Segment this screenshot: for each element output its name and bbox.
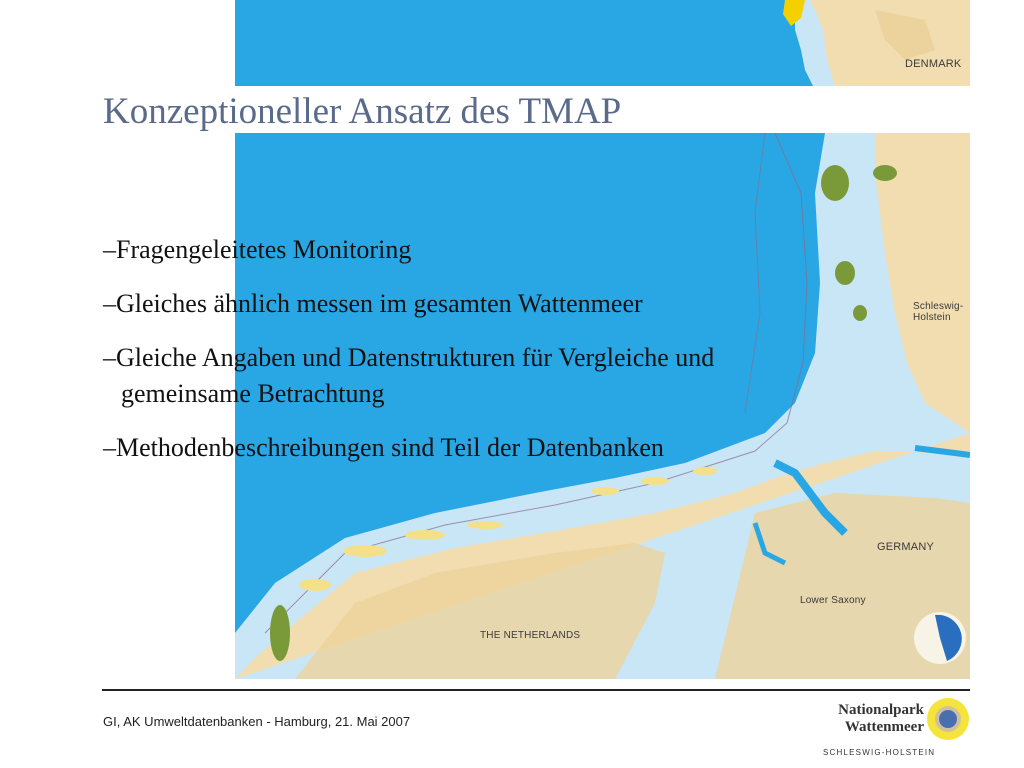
map-top-graphic [235, 0, 970, 86]
bullet-text-continuation: gemeinsame Betrachtung [121, 379, 385, 408]
map-label-germany: GERMANY [877, 541, 935, 553]
map-label-denmark: DENMARK [905, 58, 962, 70]
map-label-schleswig-holstein: Schleswig- Holstein [913, 301, 964, 323]
bullet-text: –Gleiche Angaben und Datenstrukturen für Vergleiche und [103, 343, 715, 372]
bullet-item [103, 340, 863, 412]
logo-line-1: Nationalpark [838, 702, 924, 718]
bullet-list [103, 232, 863, 484]
bullet-item [103, 232, 863, 268]
bullet-item [103, 430, 863, 466]
logo-subtitle: SCHLESWIG-HOLSTEIN [823, 748, 936, 757]
bullet-text: –Fragengeleitetes Monitoring [103, 235, 412, 264]
footer-text: GI, AK Umweltdatenbanken - Hamburg, 21. Mai 2007 [103, 714, 411, 729]
map-top-strip [235, 0, 970, 86]
bullet-text: –Methodenbeschreibungen sind Teil der Datenbanken [103, 433, 664, 462]
logo-line-2: Wattenmeer [844, 719, 924, 735]
map-label-netherlands: THE NETHERLANDS [480, 630, 581, 641]
nationalpark-logo-icon [926, 697, 970, 741]
map-label-lower-saxony: Lower Saxony [800, 595, 866, 606]
nationalpark-logo-text [824, 702, 924, 736]
slide-title: Konzeptioneller Ansatz des TMAP [103, 91, 622, 132]
bullet-text: –Gleiches ähnlich messen im gesamten Wattenmeer [103, 289, 643, 318]
footer-divider [102, 689, 970, 691]
bullet-item [103, 286, 863, 322]
